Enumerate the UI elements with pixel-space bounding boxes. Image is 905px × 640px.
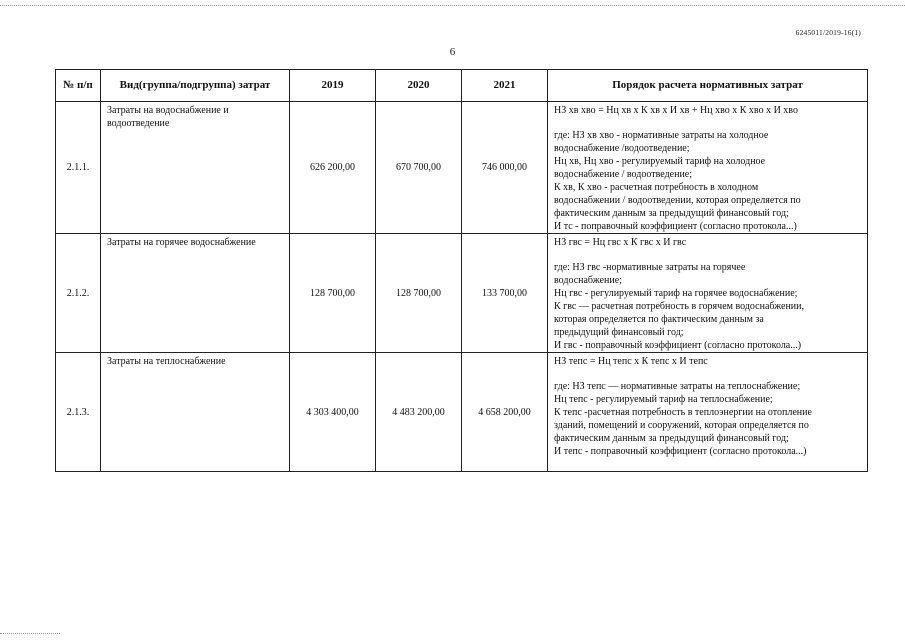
value-2021: 4 658 200,00 [462,353,548,472]
method-line: Нц тепс - регулируемый тариф на теплоснабжение; [554,394,773,405]
page-number: 6 [449,46,456,58]
formula: НЗ тепс = Нц тепс х К тепс х И тепс [554,356,708,367]
method-line: фактическим данным за предыдущий финансовый год; [554,208,789,219]
cost-type: Затраты на водоснабжение и водоотведение [101,102,290,234]
header-2019: 2019 [290,70,376,102]
table-row [56,353,868,472]
calculation-method [548,234,868,353]
cost-table [55,69,868,472]
method-line: Нц хв, Нц хво - регулируемый тариф на холодное [554,156,766,167]
table-header-row [56,70,868,102]
header-num: № п/п [56,70,101,102]
scan-edge-bottom [0,633,60,634]
cost-type: Затраты на горячее водоснабжение [101,234,290,353]
method-line: где: НЗ тепс — нормативные затраты на теплоснабжение; [554,381,801,392]
calculation-method [548,353,868,472]
formula: НЗ хв хво = Нц хв х К хв х И хв + Нц хво х К хво х И хво [554,105,798,116]
method-line: И тепс - поправочный коэффициент (согласно протокола...) [554,446,807,457]
row-number: 2.1.1. [56,102,101,234]
header-type: Вид(группа/подгруппа) затрат [101,70,290,102]
value-2020: 4 483 200,00 [376,353,462,472]
method-line: К тепс -расчетная потребность в теплоэнергии на отопление [554,407,812,418]
method-line: Нц гвс - регулируемый тариф на горячее водоснабжение; [554,288,798,299]
header-2021: 2021 [462,70,548,102]
method-line: водоснабжение / водоотведение; [554,169,693,180]
method-line: которая определяется по фактическим данным за [554,314,764,325]
formula: НЗ гвс = Нц гвс х К гвс х И гвс [554,237,687,248]
cost-type: Затраты на теплоснабжение [101,353,290,472]
method-line: предыдущий финансовый год; [554,327,684,338]
value-2021: 133 700,00 [462,234,548,353]
table-row [56,102,868,234]
calculation-method [548,102,868,234]
method-line: И гвс - поправочный коэффициент (согласно протокола...) [554,340,802,351]
value-2019: 4 303 400,00 [290,353,376,472]
method-line: водоснабжение /водоотведение; [554,143,690,154]
method-line: водоснабжении / водоотведении, которая определяется по [554,195,801,206]
document-id: 6245011/2019-16(1) [795,28,861,37]
method-line: фактическим данным за предыдущий финансовый год; [554,433,789,444]
value-2020: 128 700,00 [376,234,462,353]
header-method: Порядок расчета нормативных затрат [548,70,868,102]
scan-edge-top [0,5,905,6]
method-line: где: НЗ гвс -нормативные затраты на горячее [554,262,746,273]
row-number: 2.1.3. [56,353,101,472]
header-2020: 2020 [376,70,462,102]
value-2020: 670 700,00 [376,102,462,234]
value-2019: 626 200,00 [290,102,376,234]
value-2019: 128 700,00 [290,234,376,353]
method-line: зданий, помещений и сооружений, которая определяется по [554,420,809,431]
method-line: К гвс — расчетная потребность в горячем водоснабжении, [554,301,804,312]
table-row [56,234,868,353]
method-line: К хв, К хво - расчетная потребность в холодном [554,182,759,193]
method-line: И тс - поправочный коэффициент (согласно протокола...) [554,221,797,232]
value-2021: 746 000,00 [462,102,548,234]
method-line: где: НЗ хв хво - нормативные затраты на холодное [554,130,769,141]
method-line: водоснабжение; [554,275,622,286]
row-number: 2.1.2. [56,234,101,353]
